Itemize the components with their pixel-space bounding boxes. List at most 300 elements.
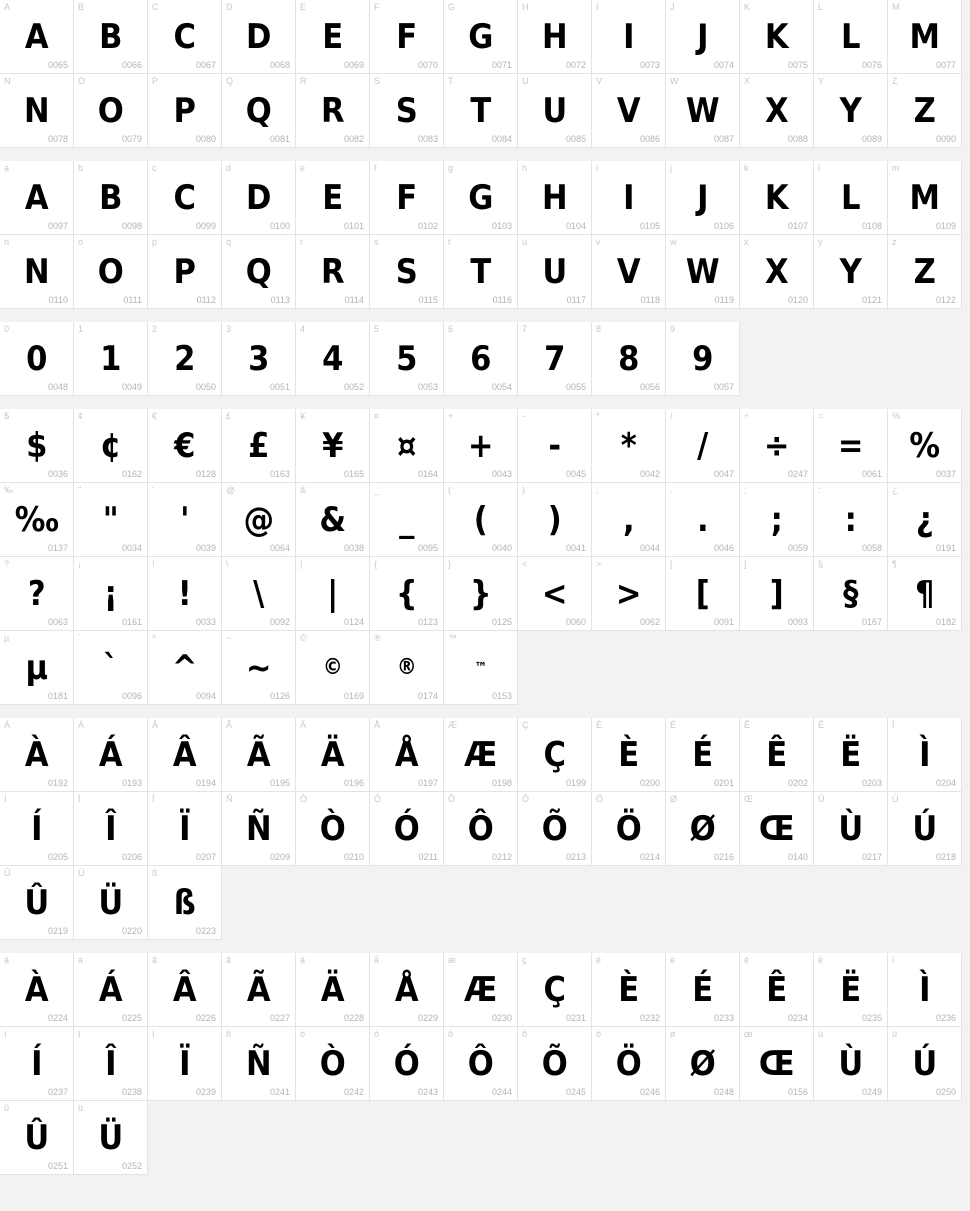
glyph-cell[interactable]	[592, 953, 666, 1027]
glyph-cell[interactable]	[518, 0, 592, 74]
glyph-cell[interactable]	[148, 953, 222, 1027]
glyph-cell[interactable]	[666, 322, 740, 396]
glyph-cell[interactable]	[370, 74, 444, 148]
glyph-code-label: 0232	[639, 1013, 660, 1023]
glyph-char-label: _	[374, 485, 380, 495]
empty-cell	[740, 631, 814, 705]
glyph-cell[interactable]	[888, 557, 962, 631]
glyph-cell[interactable]	[740, 953, 814, 1027]
glyph-cell[interactable]	[666, 74, 740, 148]
glyph-cell[interactable]	[740, 161, 814, 235]
glyph-char-label: ô	[448, 1029, 454, 1039]
glyph-cell[interactable]	[370, 161, 444, 235]
glyph-cell[interactable]	[296, 322, 370, 396]
glyph-preview: '	[180, 499, 189, 540]
glyph-cell[interactable]	[888, 409, 962, 483]
glyph-preview: Ç	[543, 969, 566, 1010]
glyph-code-label: 0205	[47, 852, 68, 862]
glyph-cell[interactable]	[222, 74, 296, 148]
glyph-code-label: 0083	[417, 134, 438, 144]
glyph-cell[interactable]	[740, 235, 814, 309]
glyph-preview: E	[322, 177, 343, 218]
glyph-char-label: J	[670, 2, 675, 12]
glyph-cell[interactable]	[74, 953, 148, 1027]
glyph-cell[interactable]	[592, 0, 666, 74]
glyph-char-label: W	[670, 76, 679, 86]
glyph-cell[interactable]	[888, 0, 962, 74]
glyph-code-label: 0226	[195, 1013, 216, 1023]
glyph-cell[interactable]	[888, 792, 962, 866]
glyph-cell[interactable]	[148, 631, 222, 705]
glyph-cell[interactable]	[148, 557, 222, 631]
glyph-cell[interactable]	[518, 161, 592, 235]
glyph-code-label: 0228	[343, 1013, 364, 1023]
glyph-cell[interactable]	[814, 557, 888, 631]
glyph-preview: È	[618, 734, 639, 775]
glyph-cell[interactable]	[444, 631, 518, 705]
glyph-preview: ™	[474, 659, 487, 676]
glyph-cell[interactable]	[296, 953, 370, 1027]
glyph-cell[interactable]	[296, 235, 370, 309]
glyph-cell[interactable]	[888, 1027, 962, 1101]
glyph-cell[interactable]	[148, 235, 222, 309]
glyph-cell[interactable]	[148, 792, 222, 866]
glyph-cell[interactable]	[370, 483, 444, 557]
glyph-char-label: Å	[374, 720, 381, 730]
glyph-cell[interactable]	[0, 631, 74, 705]
glyph-cell[interactable]	[814, 0, 888, 74]
glyph-preview: Ö	[615, 808, 642, 849]
glyph-cell[interactable]	[444, 792, 518, 866]
glyph-cell[interactable]	[370, 718, 444, 792]
glyph-char-label: Í	[4, 794, 7, 804]
glyph-cell[interactable]	[148, 1027, 222, 1101]
glyph-cell[interactable]	[222, 792, 296, 866]
glyph-char-label: `	[78, 633, 81, 643]
glyph-cell[interactable]	[592, 483, 666, 557]
glyph-cell[interactable]	[666, 409, 740, 483]
glyph-cell[interactable]	[740, 0, 814, 74]
glyph-code-label: 0046	[713, 543, 734, 553]
glyph-cell[interactable]	[888, 718, 962, 792]
glyph-preview: P	[173, 251, 196, 292]
glyph-cell[interactable]	[666, 557, 740, 631]
glyph-preview: Z	[913, 251, 936, 292]
glyph-cell[interactable]	[222, 235, 296, 309]
glyph-char-label: 7	[522, 324, 528, 334]
glyph-code-label: 0181	[47, 691, 68, 701]
glyph-cell[interactable]	[74, 718, 148, 792]
glyph-cell[interactable]	[666, 0, 740, 74]
glyph-cell[interactable]	[222, 483, 296, 557]
glyph-preview: `	[103, 647, 118, 688]
glyph-preview: E	[322, 16, 343, 57]
glyph-char-label: U	[522, 76, 529, 86]
glyph-char-label: Ñ	[226, 794, 233, 804]
glyph-char-label: 5	[374, 324, 380, 334]
glyph-cell[interactable]	[296, 557, 370, 631]
glyph-char-label: ó	[374, 1029, 380, 1039]
glyph-code-label: 0053	[417, 382, 438, 392]
glyph-cell[interactable]	[592, 322, 666, 396]
glyph-code-label: 0038	[343, 543, 364, 553]
glyph-code-label: 0201	[713, 778, 734, 788]
glyph-cell[interactable]	[518, 718, 592, 792]
glyph-code-label: 0244	[491, 1087, 512, 1097]
glyph-cell[interactable]	[0, 0, 74, 74]
glyph-cell[interactable]	[222, 718, 296, 792]
glyph-cell[interactable]	[518, 953, 592, 1027]
glyph-cell[interactable]	[888, 161, 962, 235]
glyph-cell[interactable]	[296, 792, 370, 866]
glyph-preview: G	[468, 177, 493, 218]
glyph-code-label: 0210	[343, 852, 364, 862]
glyph-code-label: 0114	[344, 295, 364, 305]
glyph-char-label: z	[892, 237, 897, 247]
glyph-preview: V	[616, 251, 641, 292]
glyph-cell[interactable]	[370, 409, 444, 483]
glyph-char-label: R	[300, 76, 307, 86]
glyph-cell[interactable]	[148, 0, 222, 74]
glyph-char-label: â	[152, 955, 158, 965]
glyph-cell[interactable]	[666, 235, 740, 309]
glyph-cell[interactable]	[0, 161, 74, 235]
glyph-preview: V	[616, 90, 641, 131]
glyph-cell[interactable]	[444, 235, 518, 309]
empty-cell	[296, 1101, 370, 1175]
glyph-preview: R	[320, 90, 345, 131]
glyph-cell[interactable]	[74, 792, 148, 866]
glyph-block-accented-uppercase	[0, 718, 970, 940]
glyph-code-label: 0094	[195, 691, 216, 701]
glyph-cell[interactable]	[518, 74, 592, 148]
glyph-char-label: A	[4, 2, 11, 12]
glyph-char-label: o	[78, 237, 84, 247]
glyph-preview: ?	[27, 573, 46, 614]
glyph-cell[interactable]	[0, 1027, 74, 1101]
glyph-char-label: Z	[892, 76, 898, 86]
glyph-preview: &	[319, 499, 346, 540]
glyph-cell[interactable]	[740, 1027, 814, 1101]
glyph-char-label: ÷	[744, 411, 749, 421]
glyph-cell[interactable]	[370, 792, 444, 866]
glyph-cell[interactable]	[444, 409, 518, 483]
glyph-preview: {	[395, 573, 418, 614]
glyph-cell[interactable]	[888, 483, 962, 557]
glyph-cell[interactable]	[740, 409, 814, 483]
glyph-cell[interactable]	[666, 792, 740, 866]
glyph-cell[interactable]	[666, 483, 740, 557]
glyph-preview: A	[24, 177, 49, 218]
glyph-code-label: 0037	[935, 469, 956, 479]
glyph-cell[interactable]	[370, 235, 444, 309]
glyph-cell[interactable]	[222, 557, 296, 631]
glyph-code-label: 0113	[270, 295, 290, 305]
glyph-code-label: 0078	[47, 134, 68, 144]
glyph-code-label: 0070	[417, 60, 438, 70]
glyph-cell[interactable]	[888, 235, 962, 309]
glyph-cell[interactable]	[148, 74, 222, 148]
glyph-preview: [	[695, 573, 710, 614]
glyph-code-label: 0112	[196, 295, 216, 305]
glyph-char-label: a	[4, 163, 10, 173]
glyph-char-label: g	[448, 163, 454, 173]
glyph-code-label: 0231	[565, 1013, 586, 1023]
glyph-code-label: 0197	[417, 778, 438, 788]
glyph-cell[interactable]	[296, 409, 370, 483]
glyph-cell[interactable]	[666, 718, 740, 792]
glyph-cell[interactable]	[592, 161, 666, 235]
glyph-code-label: 0243	[417, 1087, 438, 1097]
glyph-cell[interactable]	[518, 792, 592, 866]
glyph-cell[interactable]	[296, 74, 370, 148]
glyph-cell[interactable]	[814, 409, 888, 483]
glyph-code-label: 0034	[121, 543, 142, 553]
glyph-cell[interactable]	[0, 792, 74, 866]
glyph-code-label: 0066	[121, 60, 142, 70]
glyph-cell[interactable]	[222, 1027, 296, 1101]
glyph-cell[interactable]	[0, 235, 74, 309]
glyph-cell[interactable]	[814, 483, 888, 557]
glyph-cell[interactable]	[592, 718, 666, 792]
glyph-preview: L	[841, 177, 860, 218]
glyph-cell[interactable]	[222, 322, 296, 396]
glyph-cell[interactable]	[518, 557, 592, 631]
glyph-cell[interactable]	[222, 409, 296, 483]
glyph-char-label: µ	[4, 633, 10, 643]
glyph-code-label: 0111	[123, 295, 142, 305]
glyph-char-label: Ò	[300, 794, 308, 804]
glyph-cell[interactable]	[444, 161, 518, 235]
glyph-cell[interactable]	[370, 1027, 444, 1101]
glyph-preview: K	[764, 177, 789, 218]
glyph-char-label: ü	[78, 1103, 84, 1113]
glyph-char-label: Õ	[522, 794, 530, 804]
glyph-cell[interactable]	[888, 74, 962, 148]
glyph-cell[interactable]	[148, 483, 222, 557]
glyph-preview: Z	[913, 90, 936, 131]
glyph-cell[interactable]	[74, 1027, 148, 1101]
glyph-cell[interactable]	[444, 322, 518, 396]
glyph-cell[interactable]	[814, 792, 888, 866]
glyph-char-label: B	[78, 2, 85, 12]
glyph-cell[interactable]	[370, 631, 444, 705]
glyph-cell[interactable]	[296, 718, 370, 792]
glyph-cell[interactable]	[666, 1027, 740, 1101]
glyph-preview: X	[764, 90, 789, 131]
glyph-cell[interactable]	[0, 718, 74, 792]
glyph-cell[interactable]	[222, 953, 296, 1027]
glyph-cell[interactable]	[296, 631, 370, 705]
glyph-cell[interactable]	[296, 483, 370, 557]
glyph-preview: ¿	[915, 499, 934, 540]
glyph-cell[interactable]	[370, 953, 444, 1027]
glyph-cell[interactable]	[148, 161, 222, 235]
glyph-char-label: ë	[818, 955, 824, 965]
glyph-cell[interactable]	[444, 74, 518, 148]
glyph-cell[interactable]	[74, 557, 148, 631]
glyph-preview: £	[248, 425, 269, 466]
glyph-cell[interactable]	[0, 953, 74, 1027]
glyph-preview: S	[395, 251, 418, 292]
glyph-cell[interactable]	[666, 953, 740, 1027]
glyph-cell[interactable]	[444, 0, 518, 74]
glyph-code-label: 0196	[343, 778, 364, 788]
glyph-cell[interactable]	[888, 953, 962, 1027]
glyph-cell[interactable]	[0, 866, 74, 940]
glyph-code-label: 0116	[492, 295, 512, 305]
glyph-cell[interactable]	[74, 866, 148, 940]
glyph-cell[interactable]	[296, 0, 370, 74]
glyph-char-label: I	[596, 2, 599, 12]
glyph-cell[interactable]	[518, 1027, 592, 1101]
glyph-char-label: Ç	[522, 720, 529, 730]
glyph-preview: Û	[24, 1117, 49, 1158]
glyph-char-label: Ã	[226, 720, 233, 730]
glyph-preview: 7	[544, 338, 565, 379]
glyph-preview: M	[909, 16, 940, 57]
glyph-cell[interactable]	[74, 235, 148, 309]
glyph-cell[interactable]	[0, 409, 74, 483]
glyph-char-label: b	[78, 163, 84, 173]
glyph-code-label: 0123	[417, 617, 438, 627]
glyph-char-label: Á	[78, 720, 85, 730]
glyph-char-label: Ø	[670, 794, 678, 804]
glyph-char-label: ]	[744, 559, 747, 569]
glyph-cell[interactable]	[814, 718, 888, 792]
glyph-code-label: 0107	[787, 221, 808, 231]
glyph-preview: Ò	[319, 808, 346, 849]
glyph-cell[interactable]	[0, 1101, 74, 1175]
glyph-cell[interactable]	[592, 235, 666, 309]
glyph-cell[interactable]	[0, 322, 74, 396]
glyph-preview: Q	[245, 90, 272, 131]
glyph-code-label: 0230	[491, 1013, 512, 1023]
empty-cell	[592, 631, 666, 705]
glyph-cell[interactable]	[222, 631, 296, 705]
glyph-cell[interactable]	[444, 953, 518, 1027]
glyph-code-label: 0241	[269, 1087, 290, 1097]
glyph-cell[interactable]	[148, 322, 222, 396]
glyph-cell[interactable]	[592, 1027, 666, 1101]
glyph-cell[interactable]	[592, 792, 666, 866]
glyph-cell[interactable]	[740, 557, 814, 631]
glyph-char-label: G	[448, 2, 456, 12]
glyph-preview: U	[542, 90, 567, 131]
glyph-cell[interactable]	[518, 235, 592, 309]
glyph-cell[interactable]	[296, 1027, 370, 1101]
glyph-cell[interactable]	[74, 631, 148, 705]
glyph-cell[interactable]	[148, 866, 222, 940]
glyph-char-label: <	[522, 559, 528, 569]
glyph-char-label: õ	[522, 1029, 528, 1039]
glyph-cell[interactable]	[222, 161, 296, 235]
glyph-cell[interactable]	[148, 718, 222, 792]
glyph-preview: F	[396, 16, 417, 57]
glyph-preview: ß	[173, 882, 196, 923]
glyph-cell[interactable]	[74, 322, 148, 396]
glyph-cell[interactable]	[444, 718, 518, 792]
glyph-preview: 6	[470, 338, 491, 379]
glyph-cell[interactable]	[518, 322, 592, 396]
empty-cell	[888, 322, 962, 396]
glyph-cell[interactable]	[740, 792, 814, 866]
glyph-char-label: [	[670, 559, 673, 569]
glyph-cell[interactable]	[0, 557, 74, 631]
glyph-cell[interactable]	[444, 483, 518, 557]
glyph-cell[interactable]	[592, 409, 666, 483]
glyph-cell[interactable]	[370, 322, 444, 396]
glyph-preview: N	[23, 251, 50, 292]
glyph-char-label: Û	[4, 868, 11, 878]
glyph-code-label: 0033	[195, 617, 216, 627]
glyph-cell[interactable]	[74, 161, 148, 235]
glyph-code-label: 0092	[269, 617, 290, 627]
glyph-cell[interactable]	[74, 483, 148, 557]
glyph-cell[interactable]	[740, 74, 814, 148]
glyph-code-label: 0059	[787, 543, 808, 553]
empty-cell	[222, 866, 296, 940]
glyph-cell[interactable]	[592, 74, 666, 148]
glyph-char-label: 2	[152, 324, 158, 334]
glyph-preview: Ø	[689, 808, 716, 849]
glyph-cell[interactable]	[0, 483, 74, 557]
glyph-cell[interactable]	[592, 557, 666, 631]
glyph-cell[interactable]	[444, 557, 518, 631]
glyph-cell[interactable]	[74, 74, 148, 148]
glyph-cell[interactable]	[74, 1101, 148, 1175]
glyph-cell[interactable]	[814, 235, 888, 309]
glyph-cell[interactable]	[370, 0, 444, 74]
empty-cell	[518, 631, 592, 705]
glyph-cell[interactable]	[814, 161, 888, 235]
glyph-cell[interactable]	[222, 0, 296, 74]
glyph-cell[interactable]	[74, 409, 148, 483]
glyph-char-label: X	[744, 76, 751, 86]
glyph-preview: Í	[31, 808, 42, 849]
glyph-code-label: 0246	[639, 1087, 660, 1097]
glyph-preview: J	[697, 16, 708, 57]
glyph-code-label: 0242	[343, 1087, 364, 1097]
glyph-cell[interactable]	[814, 953, 888, 1027]
glyph-cell[interactable]	[740, 718, 814, 792]
glyph-code-label: 0121	[861, 295, 882, 305]
glyph-preview: H	[541, 16, 568, 57]
glyph-cell[interactable]	[518, 483, 592, 557]
glyph-preview: Y	[839, 251, 862, 292]
glyph-cell[interactable]	[444, 1027, 518, 1101]
glyph-cell[interactable]	[814, 74, 888, 148]
glyph-cell[interactable]	[518, 409, 592, 483]
glyph-cell[interactable]	[740, 483, 814, 557]
glyph-cell[interactable]	[296, 161, 370, 235]
glyph-code-label: 0054	[491, 382, 512, 392]
glyph-preview: Y	[839, 90, 862, 131]
glyph-code-label: 0108	[861, 221, 882, 231]
glyph-cell[interactable]	[814, 1027, 888, 1101]
glyph-char-label: L	[818, 2, 824, 12]
glyph-cell[interactable]	[148, 409, 222, 483]
glyph-cell[interactable]	[74, 0, 148, 74]
glyph-code-label: 0090	[935, 134, 956, 144]
glyph-cell[interactable]	[0, 74, 74, 148]
glyph-preview: P	[173, 90, 196, 131]
glyph-cell[interactable]	[370, 557, 444, 631]
empty-cell	[740, 322, 814, 396]
glyph-cell[interactable]	[666, 161, 740, 235]
glyph-preview: )	[547, 499, 562, 540]
glyph-preview: Í	[31, 1043, 42, 1084]
